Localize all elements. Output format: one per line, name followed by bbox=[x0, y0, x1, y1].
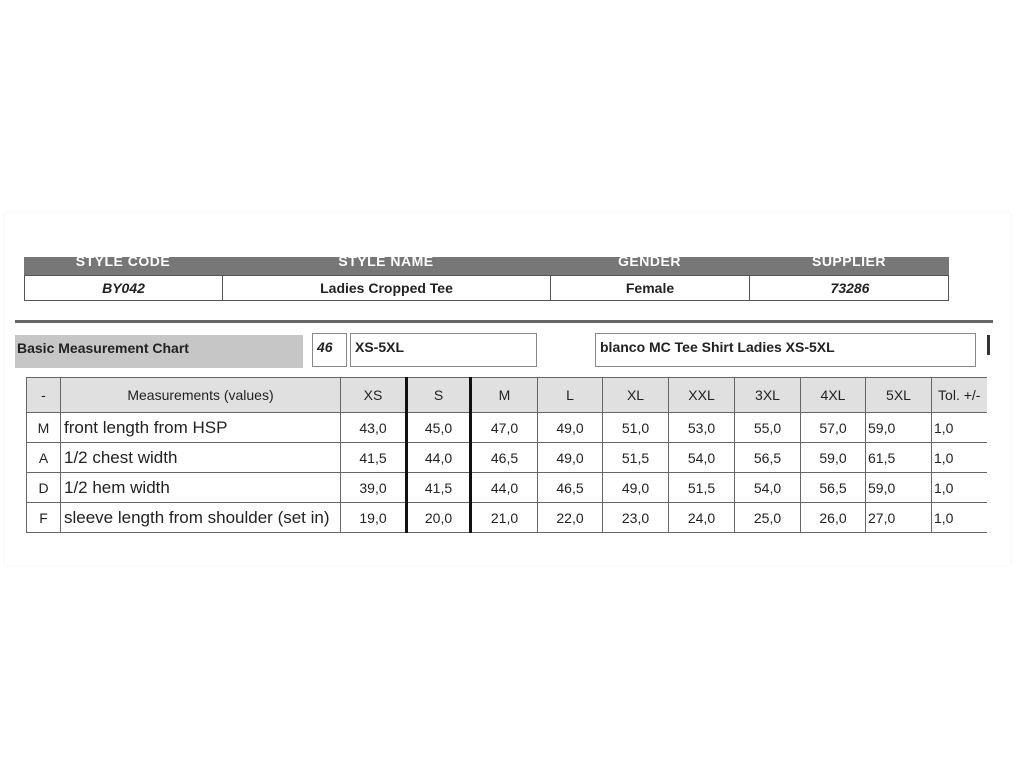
table-row bbox=[27, 413, 987, 443]
cell-4xl: 26,0 bbox=[801, 503, 866, 533]
col-header-3xl: 3XL bbox=[735, 378, 801, 413]
row-code: A bbox=[27, 443, 61, 473]
gender-label: GENDER bbox=[618, 257, 681, 269]
cell-xs: 43,0 bbox=[341, 413, 407, 443]
cell-xxl: 24,0 bbox=[669, 503, 735, 533]
cell-xl: 51,0 bbox=[603, 413, 669, 443]
row-code: M bbox=[27, 413, 61, 443]
cell-xs: 39,0 bbox=[341, 473, 407, 503]
cell-tolerance: 1,0 bbox=[932, 413, 987, 443]
col-header-5xl: 5XL bbox=[866, 378, 932, 413]
style-header-bar bbox=[24, 257, 949, 275]
table-row bbox=[27, 473, 987, 503]
cell-4xl: 57,0 bbox=[801, 413, 866, 443]
cell-5xl: 59,0 bbox=[866, 473, 932, 503]
cell-4xl: 56,5 bbox=[801, 473, 866, 503]
supplier-value: 73286 bbox=[830, 280, 870, 296]
gender-value: Female bbox=[551, 276, 750, 300]
chart-number-field: 46 bbox=[312, 333, 347, 367]
cell-xl: 51,5 bbox=[603, 443, 669, 473]
cell-3xl: 56,5 bbox=[735, 443, 801, 473]
style-code-value: BY042 bbox=[25, 276, 223, 300]
col-header-xxl: XXL bbox=[669, 378, 735, 413]
cell-3xl: 25,0 bbox=[735, 503, 801, 533]
cell-m: 44,0 bbox=[471, 473, 538, 503]
cell-l: 49,0 bbox=[538, 443, 603, 473]
cell-3xl: 54,0 bbox=[735, 473, 801, 503]
cell-xs: 41,5 bbox=[341, 443, 407, 473]
table-row bbox=[27, 503, 987, 533]
cell-xxl: 51,5 bbox=[669, 473, 735, 503]
style-name-value: Ladies Cropped Tee bbox=[223, 276, 551, 300]
supplier-label: SUPPLIER bbox=[811, 257, 886, 269]
cell-xxl: 53,0 bbox=[669, 413, 735, 443]
cell-l: 49,0 bbox=[538, 413, 603, 443]
cell-xl: 23,0 bbox=[603, 503, 669, 533]
row-measurement-name: front length from HSP bbox=[61, 413, 341, 443]
col-header-l: L bbox=[538, 378, 603, 413]
section-divider bbox=[15, 320, 993, 323]
cell-s: 45,0 bbox=[407, 413, 471, 443]
cell-5xl: 27,0 bbox=[866, 503, 932, 533]
cell-tolerance: 1,0 bbox=[932, 473, 987, 503]
row-code: D bbox=[27, 473, 61, 503]
cell-m: 47,0 bbox=[471, 413, 538, 443]
size-range-field: XS-5XL bbox=[350, 333, 537, 367]
cell-tolerance: 1,0 bbox=[932, 503, 987, 533]
col-header-tolerance: Tol. +/- bbox=[932, 378, 987, 413]
cell-m: 21,0 bbox=[471, 503, 538, 533]
style-values-row bbox=[24, 275, 949, 301]
style-name-label: STYLE NAME bbox=[338, 257, 434, 269]
measurement-sheet bbox=[5, 213, 1010, 565]
cell-xl: 49,0 bbox=[603, 473, 669, 503]
col-header-4xl: 4XL bbox=[801, 378, 866, 413]
col-header-code: - bbox=[27, 378, 61, 413]
col-header-measurement: Measurements (values) bbox=[61, 378, 341, 413]
cell-xxl: 54,0 bbox=[669, 443, 735, 473]
cell-tolerance: 1,0 bbox=[932, 443, 987, 473]
row-code: F bbox=[27, 503, 61, 533]
col-header-s: S bbox=[407, 378, 471, 413]
row-measurement-name: 1/2 hem width bbox=[61, 473, 341, 503]
cell-5xl: 59,0 bbox=[866, 413, 932, 443]
table-header-row bbox=[27, 378, 987, 413]
cell-m: 46,5 bbox=[471, 443, 538, 473]
cell-4xl: 59,0 bbox=[801, 443, 866, 473]
col-header-m: M bbox=[471, 378, 538, 413]
row-measurement-name: 1/2 chest width bbox=[61, 443, 341, 473]
table-row bbox=[27, 443, 987, 473]
row-measurement-name: sleeve length from shoulder (set in) bbox=[61, 503, 341, 533]
cell-5xl: 61,5 bbox=[866, 443, 932, 473]
basic-measurement-label: Basic Measurement Chart bbox=[15, 335, 303, 368]
cell-l: 46,5 bbox=[538, 473, 603, 503]
edge-marker bbox=[987, 335, 990, 355]
style-code-label: STYLE CODE bbox=[75, 257, 171, 269]
product-description-field: blanco MC Tee Shirt Ladies XS-5XL bbox=[595, 333, 976, 367]
cell-s: 20,0 bbox=[407, 503, 471, 533]
col-header-xs: XS bbox=[341, 378, 407, 413]
measurement-table bbox=[26, 377, 987, 533]
cell-l: 22,0 bbox=[538, 503, 603, 533]
cell-s: 44,0 bbox=[407, 443, 471, 473]
cell-3xl: 55,0 bbox=[735, 413, 801, 443]
col-header-xl: XL bbox=[603, 378, 669, 413]
cell-s: 41,5 bbox=[407, 473, 471, 503]
cell-xs: 19,0 bbox=[341, 503, 407, 533]
